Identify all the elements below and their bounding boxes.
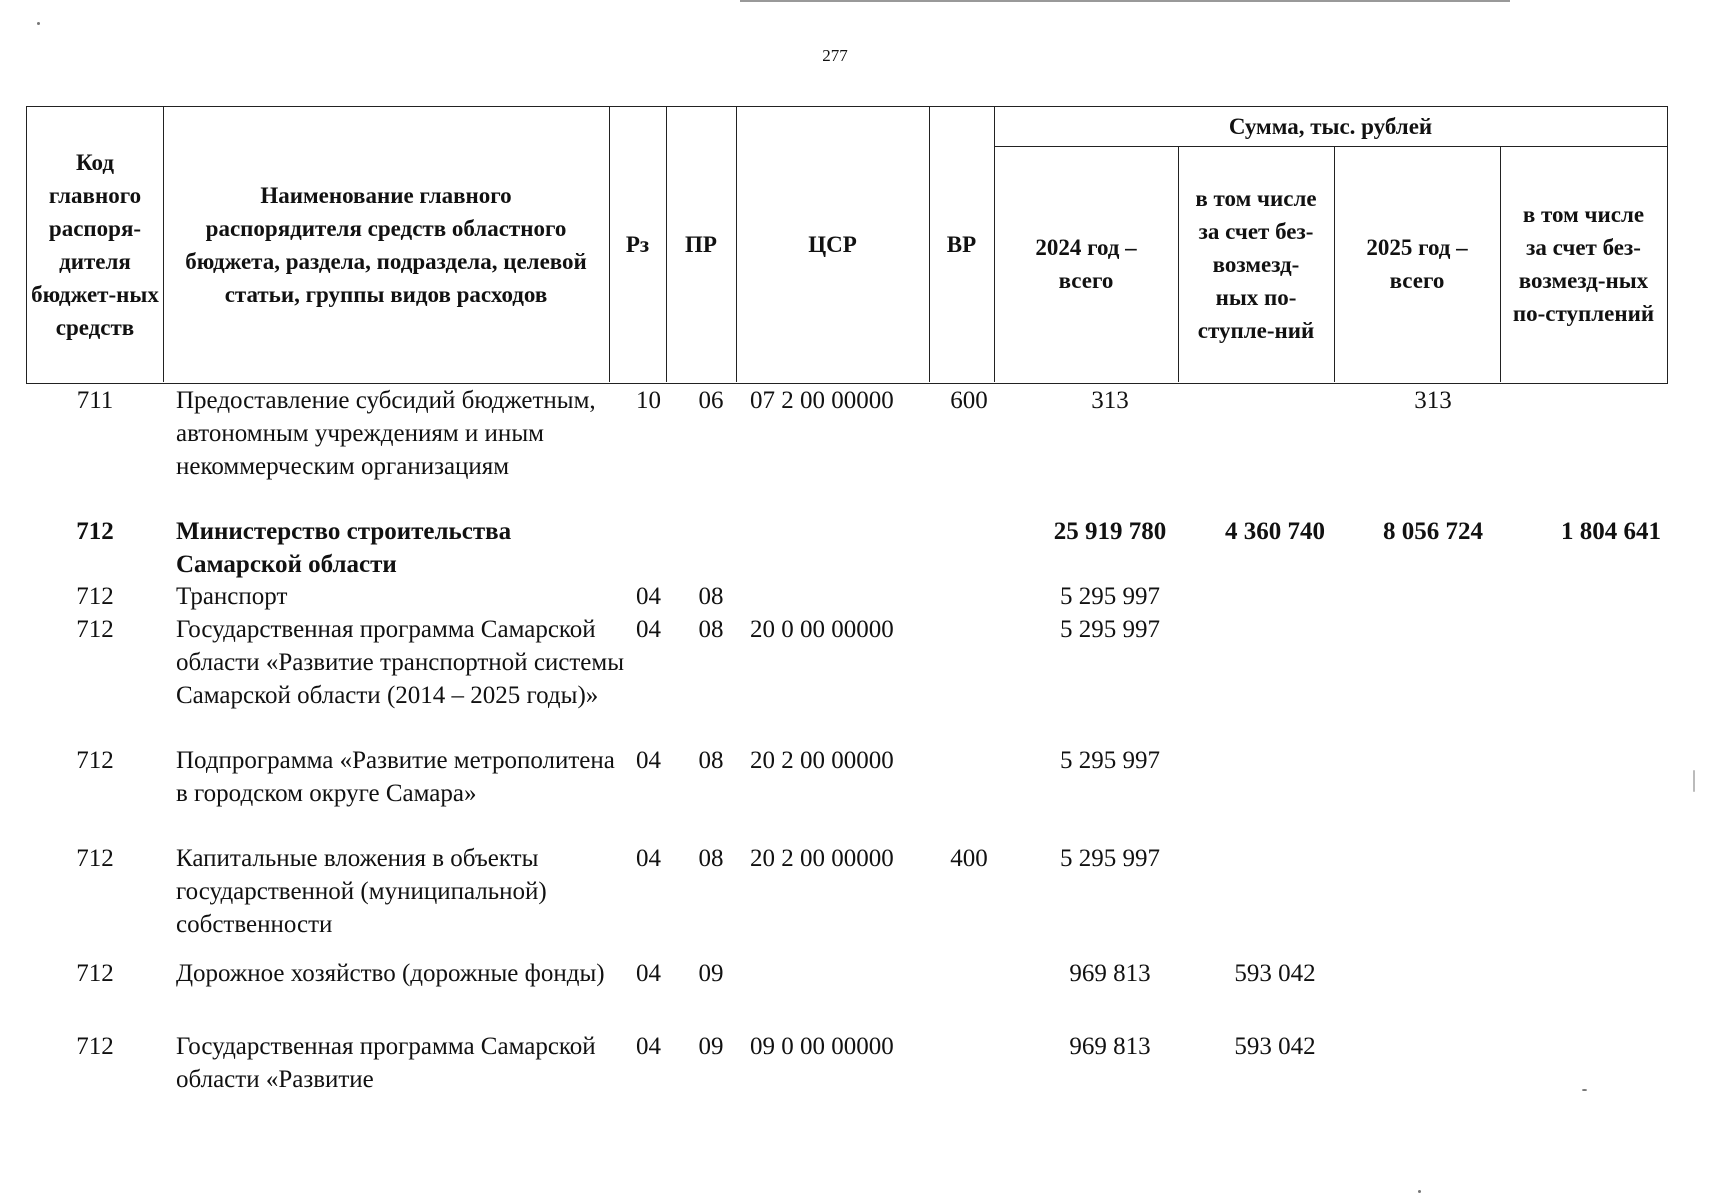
cell-csr: 20 0 00 00000 (750, 616, 894, 643)
cell-code: 712 (76, 845, 114, 872)
cell-csr: 20 2 00 00000 (750, 845, 894, 872)
cell-2024-grants: 593 042 (1234, 1033, 1316, 1060)
cell-2025-total: 313 (1414, 387, 1452, 414)
header-csr: ЦСР (808, 232, 857, 257)
cell-code: 712 (76, 747, 114, 774)
cell-code: 712 (76, 616, 114, 643)
header-2025-grants: в том числе за счет без-возмезд-ных по-ступлений (1512, 202, 1655, 326)
cell-csr: 09 0 00 00000 (750, 1033, 894, 1060)
cell-2024-grants: 4 360 740 (1225, 518, 1325, 545)
header-rz: Рз (625, 232, 650, 257)
cell-rz: 04 (636, 845, 661, 872)
header-2024-total: 2024 год – всего (1035, 235, 1137, 293)
header-sum: Сумма, тыс. рублей (1228, 114, 1433, 139)
cell-2024-total: 313 (1091, 387, 1129, 414)
cell-2024-total: 5 295 997 (1060, 845, 1160, 872)
cell-rz: 04 (636, 616, 661, 643)
top-rule (740, 0, 1510, 2)
cell-name: Министерство строительства Самарской области (176, 518, 512, 578)
cell-rz: 04 (636, 960, 661, 987)
header-2025-total: 2025 год – всего (1366, 235, 1468, 293)
cell-vr: 600 (950, 387, 988, 414)
cell-code: 712 (76, 518, 114, 545)
header-name: Наименование главного распорядителя средств областного бюджета, раздела, подраздела, целевой статьи, группы видов расходов (185, 182, 587, 307)
cell-2024-total: 5 295 997 (1060, 583, 1160, 610)
cell-2025-grants: 1 804 641 (1561, 518, 1661, 545)
cell-rz: 10 (636, 387, 661, 414)
cell-2025-total: 8 056 724 (1383, 518, 1483, 545)
cell-2024-total: 25 919 780 (1053, 518, 1167, 545)
cell-code: 712 (76, 583, 114, 610)
scan-speck (1693, 770, 1695, 792)
cell-pr: 09 (698, 960, 724, 987)
header-pr: ПР (685, 232, 717, 257)
cell-name: Транспорт (176, 583, 288, 610)
scan-speck (37, 22, 40, 25)
header-2024-grants: в том числе за счет без-возмезд-ных по-ступле-ний (1195, 185, 1317, 343)
cell-csr: 20 2 00 00000 (750, 747, 894, 774)
cell-2024-total: 969 813 (1069, 1033, 1151, 1060)
cell-name: Капитальные вложения в объекты государственной (муниципальной) собственности (176, 845, 547, 938)
cell-2024-grants: 593 042 (1234, 960, 1316, 987)
cell-name: Подпрограмма «Развитие метрополитена в городском округе Самара» (176, 747, 615, 807)
header-code: Код главного распоря-дителя бюджет-ных средств (31, 149, 159, 340)
cell-rz: 04 (636, 583, 661, 610)
cell-pr: 09 (698, 1033, 724, 1060)
cell-code: 712 (76, 1033, 114, 1060)
cell-code: 712 (76, 960, 114, 987)
cell-pr: 08 (698, 583, 724, 610)
cell-name: Предоставление субсидий бюджетным, автономным учреждениям и иным некоммерческим организациям (176, 387, 596, 480)
cell-2024-total: 5 295 997 (1060, 616, 1160, 643)
cell-pr: 06 (698, 387, 724, 414)
cell-csr: 07 2 00 00000 (750, 387, 894, 414)
cell-pr: 08 (698, 845, 724, 872)
table-header (26, 106, 1668, 384)
cell-pr: 08 (698, 616, 724, 643)
scan-speck (1582, 1089, 1587, 1091)
cell-vr: 400 (950, 845, 988, 872)
cell-pr: 08 (698, 747, 724, 774)
scan-speck (1418, 1190, 1421, 1193)
cell-rz: 04 (636, 747, 661, 774)
cell-name: Государственная программа Самарской области «Развитие транспортной системы Самарской области (2014 – 2025 годы)» (176, 616, 625, 709)
cell-name: Государственная программа Самарской области «Развитие (176, 1033, 596, 1093)
cell-2024-total: 5 295 997 (1060, 747, 1160, 774)
header-vr: ВР (946, 232, 977, 257)
cell-name: Дорожное хозяйство (дорожные фонды) (176, 960, 605, 987)
page-number: 277 (822, 46, 848, 65)
cell-rz: 04 (636, 1033, 661, 1060)
cell-2024-total: 969 813 (1069, 960, 1151, 987)
cell-code: 711 (76, 387, 114, 414)
